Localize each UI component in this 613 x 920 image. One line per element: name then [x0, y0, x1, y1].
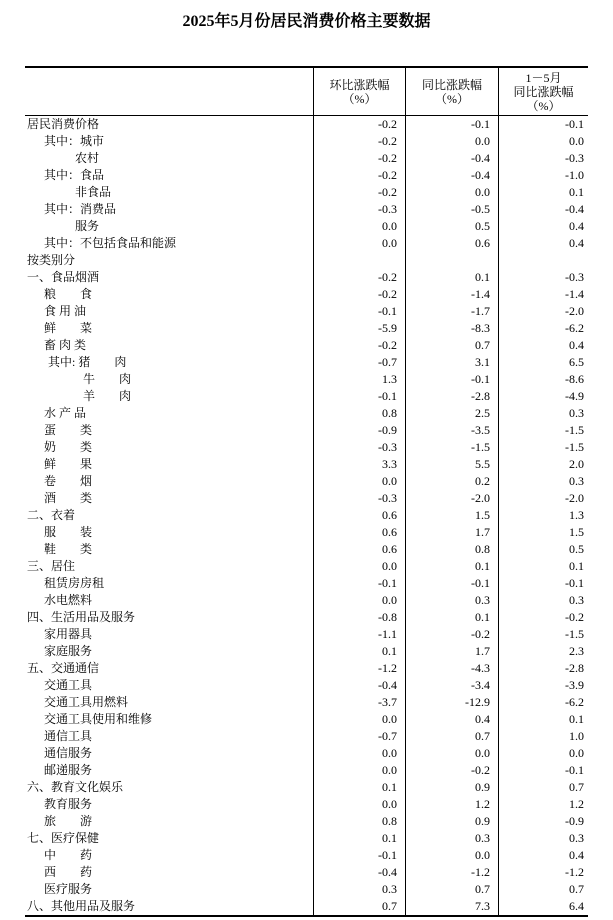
row-value-mom: 0.8	[313, 405, 405, 422]
row-label: 租赁房房租	[44, 576, 105, 590]
row-value-mom: 0.0	[313, 745, 405, 762]
row-value-ytd	[498, 252, 588, 269]
row-label: 水 产 品	[44, 406, 87, 420]
row-label: 服务	[75, 219, 100, 233]
row-value-yoy: -2.8	[405, 388, 498, 405]
header-cell	[498, 68, 588, 115]
row-value-mom: -0.7	[313, 728, 405, 745]
row-value-ytd: -6.2	[498, 320, 588, 337]
row-value-ytd: 0.3	[498, 405, 588, 422]
row-value-yoy: 0.1	[405, 558, 498, 575]
row-value-ytd: -1.5	[498, 439, 588, 456]
row-label: 其中：消费品	[44, 202, 117, 216]
row-value-yoy: 2.5	[405, 405, 498, 422]
row-label: 家用器具	[44, 627, 93, 641]
row-value-ytd: 0.3	[498, 830, 588, 847]
row-value-ytd: -0.1	[498, 762, 588, 779]
table-row	[25, 269, 588, 286]
row-label: 西 药	[44, 865, 93, 879]
page-title: 2025年5月份居民消费价格主要数据	[182, 13, 431, 30]
row-value-ytd: -6.2	[498, 694, 588, 711]
row-value-yoy: 1.2	[405, 796, 498, 813]
row-value-yoy: 0.7	[405, 881, 498, 898]
row-value-ytd: -2.8	[498, 660, 588, 677]
row-value-mom: -0.1	[313, 388, 405, 405]
table-row	[25, 558, 588, 575]
header-line: 环比涨跌幅	[329, 77, 390, 92]
row-value-mom: -0.2	[313, 133, 405, 150]
row-label: 畜 肉 类	[44, 338, 87, 352]
row-label: 粮 食	[44, 287, 93, 301]
row-value-mom: -0.1	[313, 303, 405, 320]
row-value-ytd: -0.3	[498, 150, 588, 167]
table-body	[25, 116, 588, 915]
row-value-ytd: -2.0	[498, 490, 588, 507]
row-value-yoy: -8.3	[405, 320, 498, 337]
row-value-yoy: 7.3	[405, 898, 498, 915]
row-value-yoy: 0.5	[405, 218, 498, 235]
table-row	[25, 796, 588, 813]
row-label: 通信工具	[44, 729, 93, 743]
row-label: 服 装	[44, 525, 93, 539]
row-value-yoy: 0.1	[405, 609, 498, 626]
row-value-ytd: -1.0	[498, 167, 588, 184]
table-row	[25, 592, 588, 609]
row-value-ytd: -0.3	[498, 269, 588, 286]
row-value-yoy: -3.4	[405, 677, 498, 694]
row-value-ytd: -1.5	[498, 626, 588, 643]
row-value-yoy: 0.1	[405, 269, 498, 286]
row-value-yoy: -0.5	[405, 201, 498, 218]
row-value-yoy: 1.5	[405, 507, 498, 524]
row-value-yoy: -1.4	[405, 286, 498, 303]
row-label: 医疗服务	[44, 882, 93, 896]
table-row	[25, 167, 588, 184]
row-label: 七、医疗保健	[27, 831, 100, 845]
row-value-ytd: 0.1	[498, 558, 588, 575]
header-line: 同比涨跌幅	[421, 77, 482, 92]
row-value-yoy: 0.0	[405, 847, 498, 864]
row-value-yoy: -0.2	[405, 626, 498, 643]
row-label: 奶 类	[44, 440, 93, 454]
row-value-yoy: -0.4	[405, 150, 498, 167]
row-value-ytd: 6.4	[498, 898, 588, 915]
table-row	[25, 490, 588, 507]
row-value-ytd: -0.1	[498, 116, 588, 133]
table-row	[25, 711, 588, 728]
table-header-row	[25, 68, 588, 116]
table-row	[25, 813, 588, 830]
table-row	[25, 507, 588, 524]
row-value-ytd: 2.0	[498, 456, 588, 473]
row-value-ytd: 0.3	[498, 473, 588, 490]
table-row	[25, 694, 588, 711]
row-value-mom: 0.1	[313, 779, 405, 796]
table-row	[25, 830, 588, 847]
table-row	[25, 252, 588, 269]
row-value-mom: -0.2	[313, 286, 405, 303]
row-value-ytd: -1.5	[498, 422, 588, 439]
row-value-mom: 0.0	[313, 558, 405, 575]
row-value-mom: -0.2	[313, 269, 405, 286]
row-value-mom: 0.1	[313, 830, 405, 847]
row-value-ytd: -0.4	[498, 201, 588, 218]
row-value-ytd: 0.4	[498, 218, 588, 235]
row-value-mom: 0.0	[313, 235, 405, 252]
row-label: 鲜 菜	[44, 321, 93, 335]
row-value-ytd: -3.9	[498, 677, 588, 694]
row-value-yoy: 1.7	[405, 643, 498, 660]
row-value-mom: 0.0	[313, 473, 405, 490]
cpi-table	[25, 66, 588, 917]
row-value-yoy: 0.7	[405, 728, 498, 745]
row-label: 其中：食品	[44, 168, 105, 182]
row-value-mom: -0.2	[313, 116, 405, 133]
row-value-mom: -0.3	[313, 201, 405, 218]
row-value-ytd: 1.3	[498, 507, 588, 524]
header-cell-category	[25, 68, 313, 115]
row-label: 其中: 猪 肉	[48, 355, 127, 369]
table-row	[25, 541, 588, 558]
row-label: 鲜 果	[44, 457, 93, 471]
row-label: 四、生活用品及服务	[27, 610, 136, 624]
row-value-mom: -0.2	[313, 167, 405, 184]
row-label: 通信服务	[44, 746, 93, 760]
row-value-ytd: 0.4	[498, 235, 588, 252]
row-value-mom: 0.7	[313, 898, 405, 915]
row-label: 交通工具使用和维修	[44, 712, 153, 726]
table-row	[25, 422, 588, 439]
row-value-yoy: -0.1	[405, 575, 498, 592]
table-row	[25, 864, 588, 881]
row-value-ytd: 1.0	[498, 728, 588, 745]
row-value-mom: 3.3	[313, 456, 405, 473]
row-value-yoy: 0.9	[405, 779, 498, 796]
row-value-yoy: 0.0	[405, 745, 498, 762]
row-value-yoy: -0.1	[405, 371, 498, 388]
row-value-ytd: -1.2	[498, 864, 588, 881]
table-row	[25, 677, 588, 694]
table-row	[25, 779, 588, 796]
row-value-yoy	[405, 252, 498, 269]
row-value-mom: -5.9	[313, 320, 405, 337]
table-row	[25, 150, 588, 167]
table-row	[25, 456, 588, 473]
row-value-mom: -1.2	[313, 660, 405, 677]
row-value-mom: -0.7	[313, 354, 405, 371]
row-value-ytd: -4.9	[498, 388, 588, 405]
row-value-mom: -0.1	[313, 847, 405, 864]
row-value-yoy: 0.3	[405, 830, 498, 847]
row-value-mom: 0.8	[313, 813, 405, 830]
table-row	[25, 609, 588, 626]
row-value-mom: 0.3	[313, 881, 405, 898]
row-label: 按类别分	[27, 253, 76, 267]
row-label: 鞋 类	[44, 542, 93, 556]
row-value-yoy: 3.1	[405, 354, 498, 371]
row-value-ytd: 0.7	[498, 779, 588, 796]
row-label: 农村	[75, 151, 100, 165]
row-value-yoy: 0.4	[405, 711, 498, 728]
table-row	[25, 320, 588, 337]
header-line: （%）	[435, 91, 469, 106]
header-cell	[405, 68, 498, 115]
row-value-ytd: 2.3	[498, 643, 588, 660]
row-value-yoy: 0.9	[405, 813, 498, 830]
row-label: 六、教育文化娱乐	[27, 780, 124, 794]
row-value-mom: 0.0	[313, 592, 405, 609]
row-label: 非食品	[75, 185, 112, 199]
row-value-mom: -0.9	[313, 422, 405, 439]
row-label: 一、食品烟酒	[27, 270, 100, 284]
table-row	[25, 405, 588, 422]
row-value-yoy: -12.9	[405, 694, 498, 711]
table-row	[25, 660, 588, 677]
row-value-yoy: -1.5	[405, 439, 498, 456]
row-label: 交通工具	[44, 678, 93, 692]
row-value-mom: -1.1	[313, 626, 405, 643]
row-label: 牛 肉	[83, 372, 132, 386]
row-value-mom: 0.0	[313, 796, 405, 813]
row-value-mom: 1.3	[313, 371, 405, 388]
row-label: 羊 肉	[83, 389, 132, 403]
row-value-yoy: 0.0	[405, 184, 498, 201]
row-value-ytd: -0.2	[498, 609, 588, 626]
row-value-yoy: -0.2	[405, 762, 498, 779]
row-value-yoy: 0.2	[405, 473, 498, 490]
table-row	[25, 286, 588, 303]
row-value-yoy: -3.5	[405, 422, 498, 439]
table-row	[25, 184, 588, 201]
table-row	[25, 303, 588, 320]
table-row	[25, 116, 588, 133]
table-row	[25, 235, 588, 252]
table-row	[25, 439, 588, 456]
row-value-ytd: 0.4	[498, 337, 588, 354]
row-value-ytd: -0.1	[498, 575, 588, 592]
row-value-mom: 0.0	[313, 762, 405, 779]
row-value-mom: -0.8	[313, 609, 405, 626]
row-value-yoy: -2.0	[405, 490, 498, 507]
table-row	[25, 218, 588, 235]
table-row	[25, 201, 588, 218]
row-value-mom: 0.1	[313, 643, 405, 660]
row-label: 家庭服务	[44, 644, 93, 658]
table-row	[25, 473, 588, 490]
row-value-ytd: 0.0	[498, 745, 588, 762]
table-row	[25, 354, 588, 371]
row-value-ytd: 0.1	[498, 184, 588, 201]
row-label: 其中：城市	[44, 134, 105, 148]
row-value-yoy: 1.7	[405, 524, 498, 541]
header-line: （%）	[526, 98, 561, 113]
header-line: 1－5月	[525, 70, 562, 85]
row-value-ytd: 6.5	[498, 354, 588, 371]
row-value-mom: -0.3	[313, 490, 405, 507]
row-value-mom: -0.1	[313, 575, 405, 592]
row-value-yoy: 0.8	[405, 541, 498, 558]
row-value-yoy: -0.1	[405, 116, 498, 133]
row-label: 教育服务	[44, 797, 93, 811]
row-value-mom: 0.0	[313, 218, 405, 235]
header-line: （%）	[342, 91, 377, 106]
row-value-ytd: 0.0	[498, 133, 588, 150]
row-label: 蛋 类	[44, 423, 93, 437]
table-row	[25, 575, 588, 592]
row-value-ytd: 0.5	[498, 541, 588, 558]
row-value-ytd: 0.3	[498, 592, 588, 609]
table-row	[25, 524, 588, 541]
row-value-ytd: 1.5	[498, 524, 588, 541]
row-label: 旅 游	[44, 814, 93, 828]
row-value-mom: -0.3	[313, 439, 405, 456]
row-value-yoy: 0.6	[405, 235, 498, 252]
row-value-ytd: 1.2	[498, 796, 588, 813]
header-line: 同比涨跌幅	[513, 84, 574, 99]
row-value-mom: -0.4	[313, 864, 405, 881]
row-value-mom: 0.6	[313, 507, 405, 524]
table-row	[25, 847, 588, 864]
row-label: 五、交通通信	[27, 661, 100, 675]
row-value-ytd: 0.7	[498, 881, 588, 898]
row-value-mom	[313, 252, 405, 269]
table-row	[25, 762, 588, 779]
row-label: 卷 烟	[44, 474, 93, 488]
row-value-mom: -0.4	[313, 677, 405, 694]
row-value-ytd: 0.4	[498, 847, 588, 864]
row-label: 食 用 油	[44, 304, 87, 318]
row-value-yoy: -4.3	[405, 660, 498, 677]
row-label: 水电燃料	[44, 593, 93, 607]
row-label: 八、其他用品及服务	[27, 899, 136, 913]
row-label: 三、居住	[27, 559, 76, 573]
row-value-yoy: -1.7	[405, 303, 498, 320]
row-value-mom: -0.2	[313, 184, 405, 201]
row-label: 中 药	[44, 848, 93, 862]
table-row	[25, 133, 588, 150]
table-row	[25, 371, 588, 388]
table-row	[25, 337, 588, 354]
row-label: 交通工具用燃料	[44, 695, 129, 709]
row-value-yoy: -1.2	[405, 864, 498, 881]
table-row	[25, 898, 588, 915]
table-row	[25, 881, 588, 898]
row-value-yoy: -0.4	[405, 167, 498, 184]
row-value-ytd: -2.0	[498, 303, 588, 320]
row-value-mom: 0.6	[313, 524, 405, 541]
row-value-mom: -0.2	[313, 337, 405, 354]
row-value-yoy: 5.5	[405, 456, 498, 473]
row-value-mom: -0.2	[313, 150, 405, 167]
table-row	[25, 643, 588, 660]
row-label: 居民消费价格	[27, 117, 100, 131]
table-row	[25, 388, 588, 405]
row-label: 邮递服务	[44, 763, 93, 777]
row-label: 二、衣着	[27, 508, 76, 522]
row-value-mom: 0.0	[313, 711, 405, 728]
row-label: 酒 类	[44, 491, 93, 505]
table-row	[25, 626, 588, 643]
row-value-yoy: 0.0	[405, 133, 498, 150]
header-cell	[313, 68, 405, 115]
table-row	[25, 745, 588, 762]
row-value-ytd: 0.1	[498, 711, 588, 728]
table-row	[25, 728, 588, 745]
row-value-yoy: 0.7	[405, 337, 498, 354]
row-value-mom: -3.7	[313, 694, 405, 711]
row-value-ytd: -1.4	[498, 286, 588, 303]
row-value-ytd: -0.9	[498, 813, 588, 830]
row-value-ytd: -8.6	[498, 371, 588, 388]
row-label: 其中：不包括食品和能源	[44, 236, 177, 250]
row-value-mom: 0.6	[313, 541, 405, 558]
row-value-yoy: 0.3	[405, 592, 498, 609]
